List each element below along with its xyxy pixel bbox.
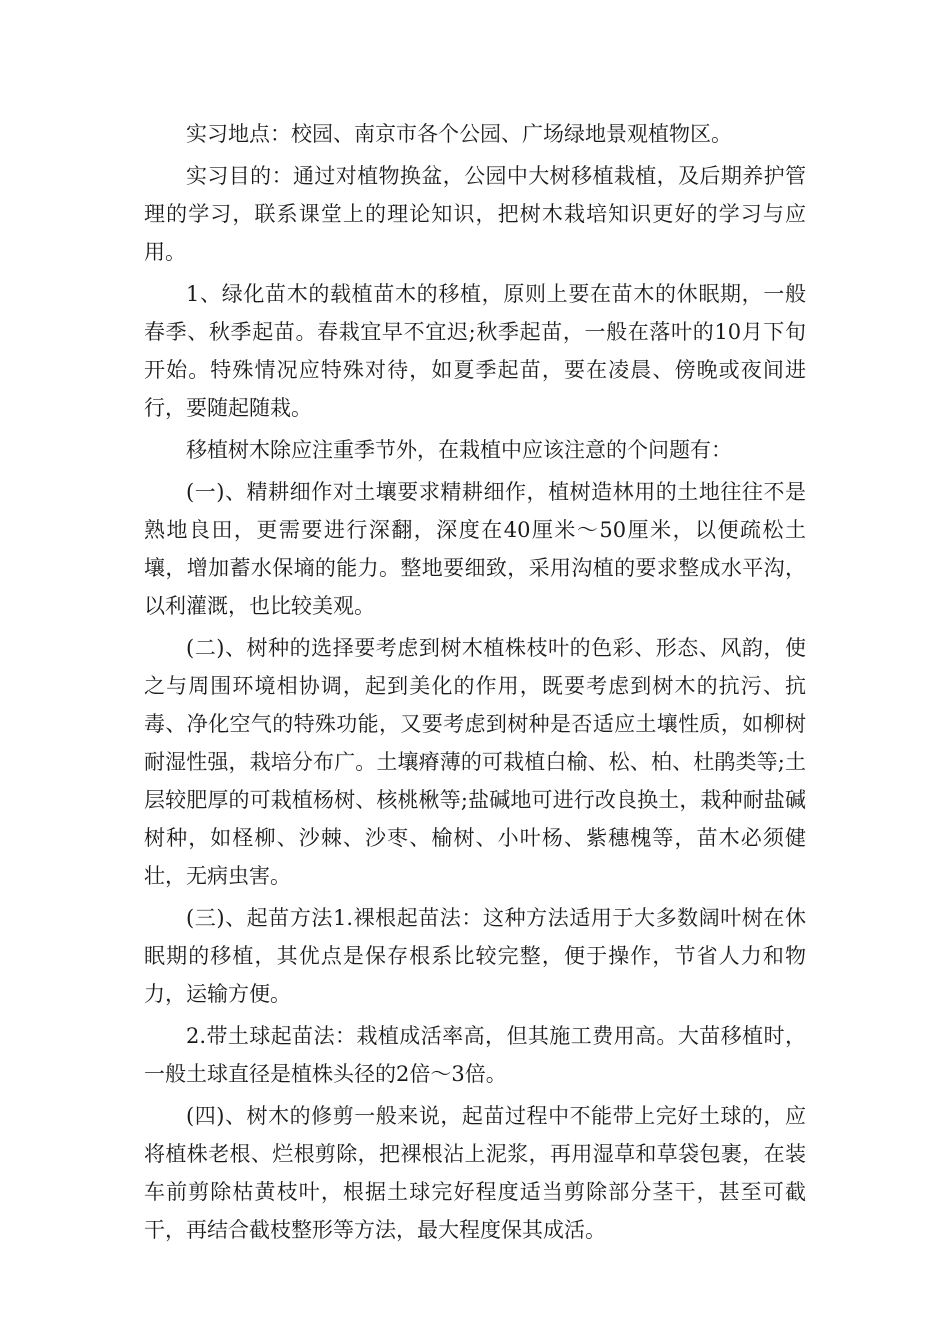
paragraph-pruning: (四)、树木的修剪一般来说，起苗过程中不能带上完好土球的，应将植株老根、烂根剪除，把裸根沾上泥浆，再用湿草和草袋包裹，在装车前剪除枯黄枝叶，根据土球完好程度适当剪除部分茎干，甚至可截干，再结合截枝整形等方法，最大程度保其成活。 xyxy=(144,1104,806,1242)
paragraph-location: 实习地点：校园、南京市各个公园、广场绿地景观植物区。 xyxy=(186,122,732,146)
paragraph-seedling-transplant: 1、绿化苗木的载植苗木的移植，原则上要在苗木的休眠期，一般春季、秋季起苗。春栽宜早不宜迟;秋季起苗，一般在落叶的10月下旬开始。特殊情况应特殊对待，如夏季起苗，要在凌晨、傍晚或夜间进行，要随起随栽。 xyxy=(144,282,806,420)
paragraph-soil-preparation: (一)、精耕细作对土壤要求精耕细作，植树造林用的土地往往不是熟地良田，更需要进行深翻，深度在40厘米～50厘米，以便疏松土壤，增加蓄水保墒的能力。整地要细致，采用沟植的要求整成水平沟，以利灌溉，也比较美观。 xyxy=(144,480,806,618)
paragraph-bare-root-method: (三)、起苗方法1.裸根起苗法：这种方法适用于大多数阔叶树在休眠期的移植，其优点是保存根系比较完整，便于操作，节省人力和物力，运输方便。 xyxy=(144,906,806,1006)
paragraph-species-selection: (二)、树种的选择要考虑到树木植株枝叶的色彩、形态、风韵，使之与周围环境相协调，起到美化的作用，既要考虑到树木的抗污、抗毒、净化空气的特殊功能，又要考虑到树种是否适应土壤性质，如柳树耐湿性强，栽培分布广。土壤瘠薄的可栽植白榆、松、柏、杜鹃类等;土层较肥厚的可栽植杨树、核桃楸等;盐碱地可进行改良换土，栽种耐盐碱树种，如柽柳、沙棘、沙枣、榆树、小叶杨、紫穗槐等，苗木必须健壮，无病虫害。 xyxy=(144,636,806,888)
paragraph-planting-issues-intro: 移植树木除应注重季节外，在栽植中应该注意的个问题有： xyxy=(186,438,732,462)
paragraph-root-ball-method: 2.带土球起苗法：栽植成活率高，但其施工费用高。大苗移植时，一般土球直径是植株头径的2倍～3倍。 xyxy=(144,1024,806,1086)
paragraph-purpose: 实习目的：通过对植物换盆，公园中大树移植栽植，及后期养护管理的学习，联系课堂上的理论知识，把树木栽培知识更好的学习与应用。 xyxy=(144,164,806,264)
document-body xyxy=(144,115,806,1253)
